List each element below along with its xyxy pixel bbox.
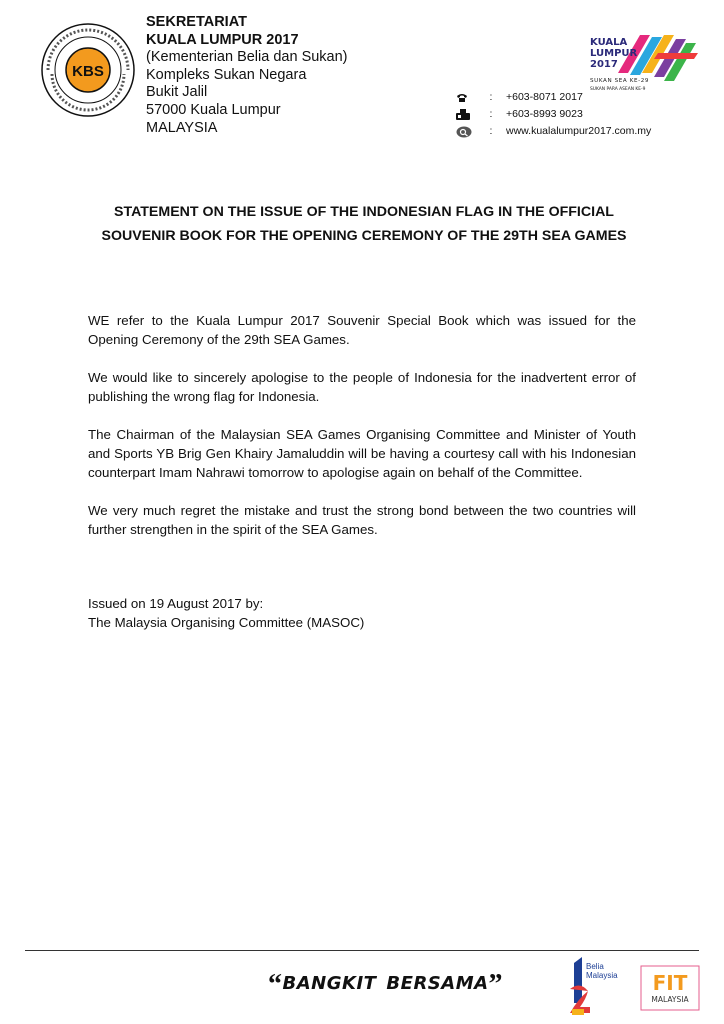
org-line-secretariat: SEKRETARIAT [146, 14, 247, 30]
organization-address [146, 14, 348, 137]
contact-fax-row [456, 106, 651, 123]
web-icon [456, 125, 474, 138]
event-logo-line3: 2017 [590, 59, 618, 70]
statement-paragraph: We very much regret the mistake and trust the strong bond between the two countries will further strengthen in the spirit of the SEA Games. [88, 503, 636, 537]
fit-logo-line1: FIT [652, 971, 688, 995]
org-line-postcode: 57000 Kuala Lumpur [146, 101, 281, 118]
statement-paragraph: We would like to sincerely apologise to the people of Indonesia for the inadvertent error of publishing the wrong flag for Indonesia. [88, 370, 636, 404]
statement-paragraph: The Chairman of the Malaysian SEA Games Organising Committee and Minister of Youth and Sports YB Brig Gen Khairy Jamaluddin will be having a courtesy call with his Indonesian counterpart Imam Nahrawi tomorrow to apologise again on behalf of the Committee. [88, 427, 636, 480]
statement-paragraph: WE refer to the Kuala Lumpur 2017 Souvenir Special Book which was issued for the Opening Ceremony of the 29th SEA Games. [88, 313, 636, 347]
fax-icon [456, 108, 474, 121]
event-logo-sub1: SUKAN SEA KE-29 [590, 78, 650, 84]
statement-title: STATEMENT ON THE ISSUE OF THE INDONESIAN FLAG IN THE OFFICIAL SOUVENIR BOOK FOR THE OPENING CEREMONY OF THE 29TH SEA GAMES [101, 204, 627, 244]
footer-divider [25, 950, 699, 951]
contact-web-row [456, 123, 651, 140]
seal-label: KBS [72, 63, 104, 80]
issued-by [88, 594, 364, 632]
statement-body [88, 311, 636, 558]
website-url[interactable]: www.kualalumpur2017.com.my [506, 125, 652, 137]
phone-number: +603-8071 2017 [506, 91, 583, 103]
event-logo-sub2: SUKAN PARA ASEAN KE-9 [590, 87, 646, 92]
fax-number: +603-8993 9023 [506, 108, 583, 120]
contact-separator: : [489, 91, 493, 103]
org-line-ministry: (Kementerian Belia dan Sukan) [146, 49, 348, 66]
belia-logo-line1: Belia [586, 962, 604, 971]
open-quote-mark: “ [268, 969, 283, 1000]
org-line-area: Bukit Jalil [146, 84, 208, 101]
contact-separator: : [489, 125, 493, 137]
slogan-word-2: BERSAMA [386, 973, 489, 994]
org-line-country: MALAYSIA [146, 119, 218, 136]
contact-separator: : [489, 108, 493, 120]
belia-logo-line2: Malaysia [586, 971, 618, 980]
close-quote-mark: ” [488, 969, 504, 1000]
footer-slogan [268, 965, 504, 1000]
belia-malaysia-logo [566, 955, 628, 1017]
fit-logo-line2: MALAYSIA [651, 995, 689, 1004]
event-logo-line1: KUALA [590, 37, 628, 48]
letterhead [0, 0, 724, 150]
fit-malaysia-logo [640, 964, 700, 1012]
kbs-seal-logo [40, 22, 136, 118]
event-logo-line2: LUMPUR [590, 48, 638, 59]
org-line-complex: Kompleks Sukan Negara [146, 66, 307, 83]
issuer-name: The Malaysia Organising Committee (MASOC) [88, 615, 365, 630]
phone-icon [456, 91, 474, 104]
issued-date: Issued on 19 August 2017 by: [88, 596, 264, 611]
contact-phone-row [456, 89, 651, 106]
org-line-event: KUALA LUMPUR 2017 [146, 31, 299, 48]
kl2017-event-logo [588, 33, 700, 97]
slogan-word-1: BANGKIT [282, 973, 377, 994]
contact-details [456, 89, 651, 140]
